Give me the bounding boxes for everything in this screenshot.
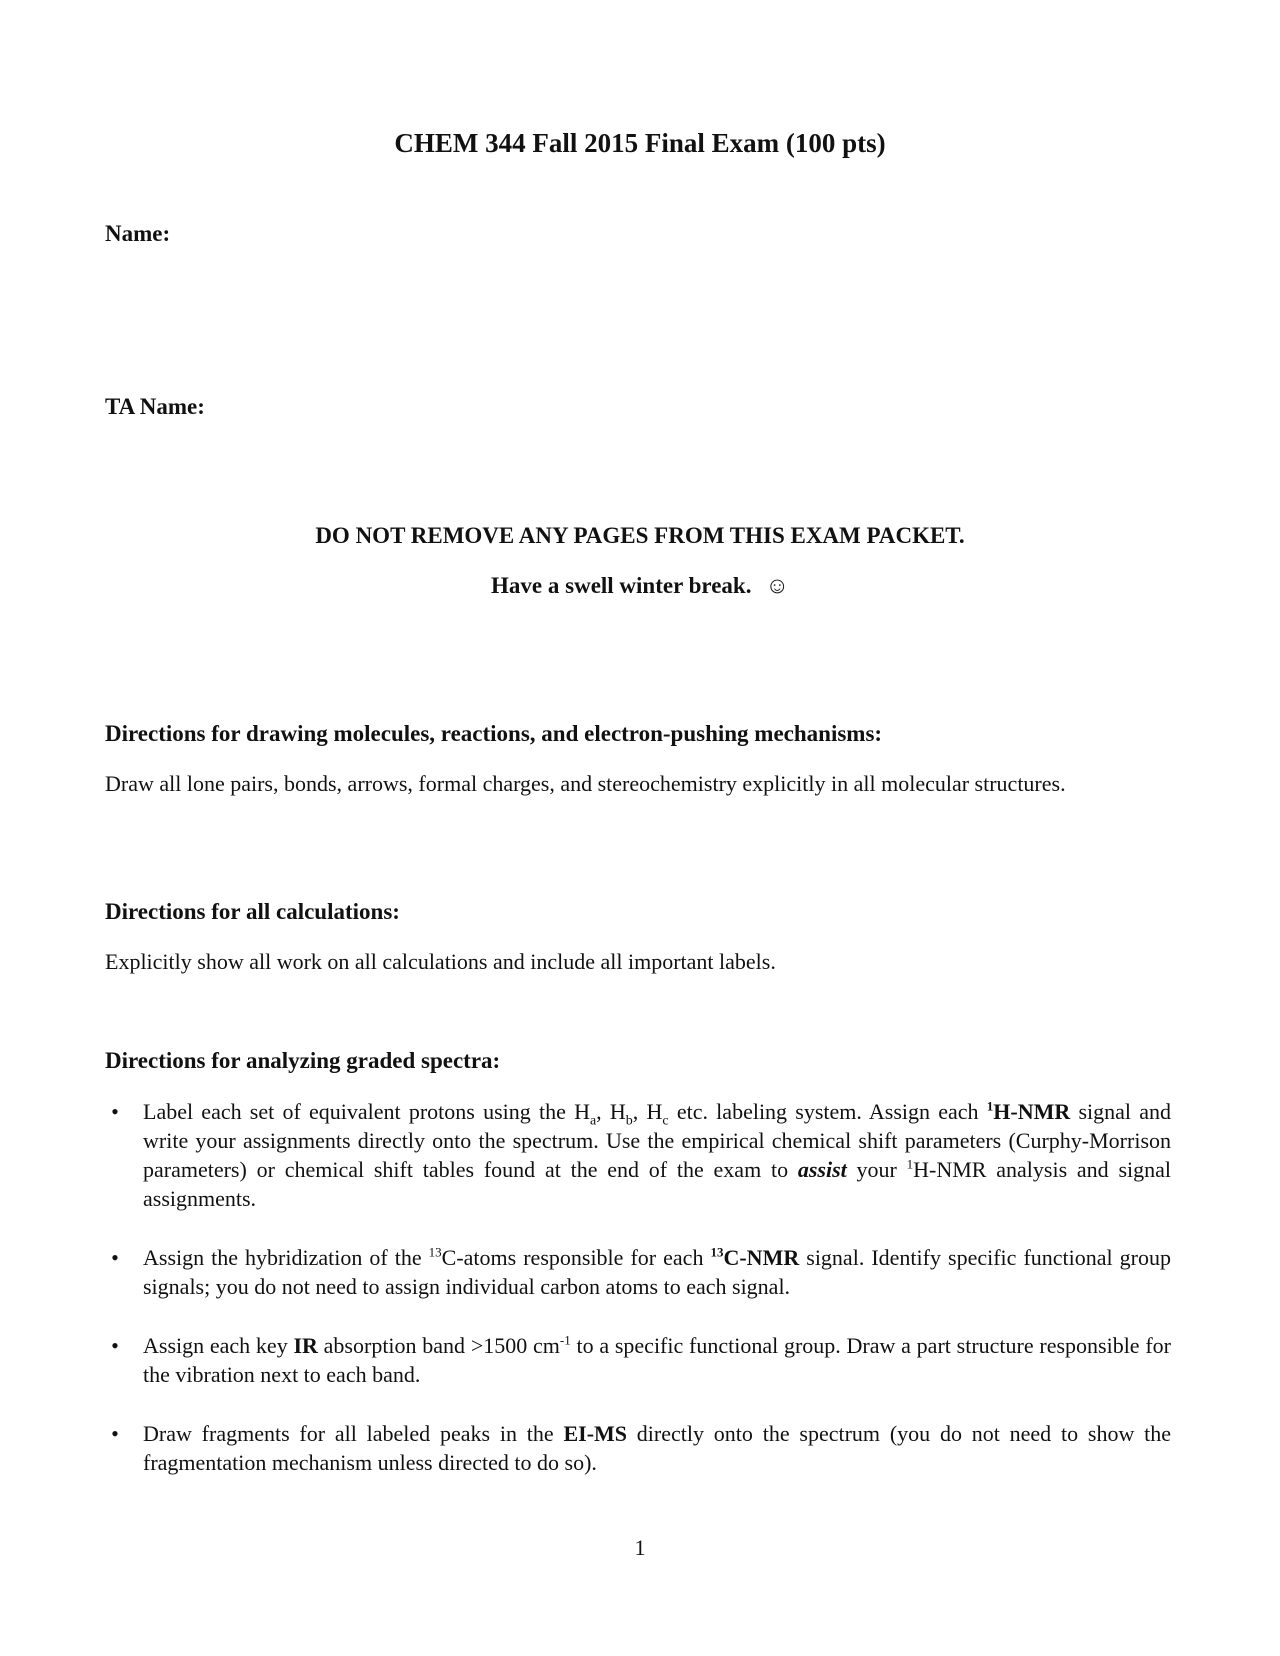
list-item-ei-ms [105,1419,1171,1477]
list-item-ir [105,1331,1171,1389]
ta-name-label: TA Name: [105,394,205,419]
ir-instructions: Assign each key IR absorption band >1500 $cm^{-1}$ to a specific functional group. Draw a part structure responsible for the vibration next to each band. [143,1332,1171,1387]
bullet-icon: • [111,1421,119,1446]
spectra-directions-heading: Directions for analyzing graded spectra: [105,1048,501,1073]
name-label: Name: [105,221,171,246]
calculation-directions-body: Explicitly show all work on all calculations and include all important labels. [105,949,776,974]
greeting-line [0,573,1280,599]
exam-title: CHEM 344 Fall 2015 Final Exam (100 pts) [394,128,886,158]
list-item-h-nmr [105,1097,1171,1213]
c-nmr-instructions: Assign the hybridization of the $^{13}$C-atoms responsible for each $^{13}$C-NMR signal. Identify specific functional group signals; you do not need to assign individual carbon atoms to each signal. [143,1244,1171,1299]
drawing-directions-heading: Directions for drawing molecules, reactions, and electron-pushing mechanisms: [105,721,883,746]
bullet-icon: • [111,1333,119,1358]
ei-ms-instructions: Draw fragments for all labeled peaks in the EI-MS directly onto the spectrum (you do not need to show the fragmentation mechanism unless directed to do so). [143,1421,1172,1475]
page-number: 1 [634,1535,646,1560]
bullet-icon: • [111,1099,119,1124]
bullet-icon: • [111,1245,119,1270]
h-nmr-instructions: Label each set of equivalent protons using the $H_a$, $H_b$, $H_c$ etc. labeling system. Assign each $^1$H-NMR signal and write your assignments directly onto the spectrum. Use the empirical chemical shift parameters (Curphy-Morrison parameters) or chemical shift tables found at the end of the exam to assist your $^1$H-NMR analysis and signal assignments. [143,1098,1171,1211]
calculation-directions-heading: Directions for all calculations: [105,899,400,924]
greeting-text: Have a swell winter break. [491,573,752,598]
list-item-c-nmr [105,1243,1171,1301]
drawing-directions-body: Draw all lone pairs, bonds, arrows, formal charges, and stereochemistry explicitly in all molecular structures. [105,771,1066,796]
smiley-icon: ☺ [765,573,789,598]
warning-notice: DO NOT REMOVE ANY PAGES FROM THIS EXAM PACKET. [315,523,965,548]
